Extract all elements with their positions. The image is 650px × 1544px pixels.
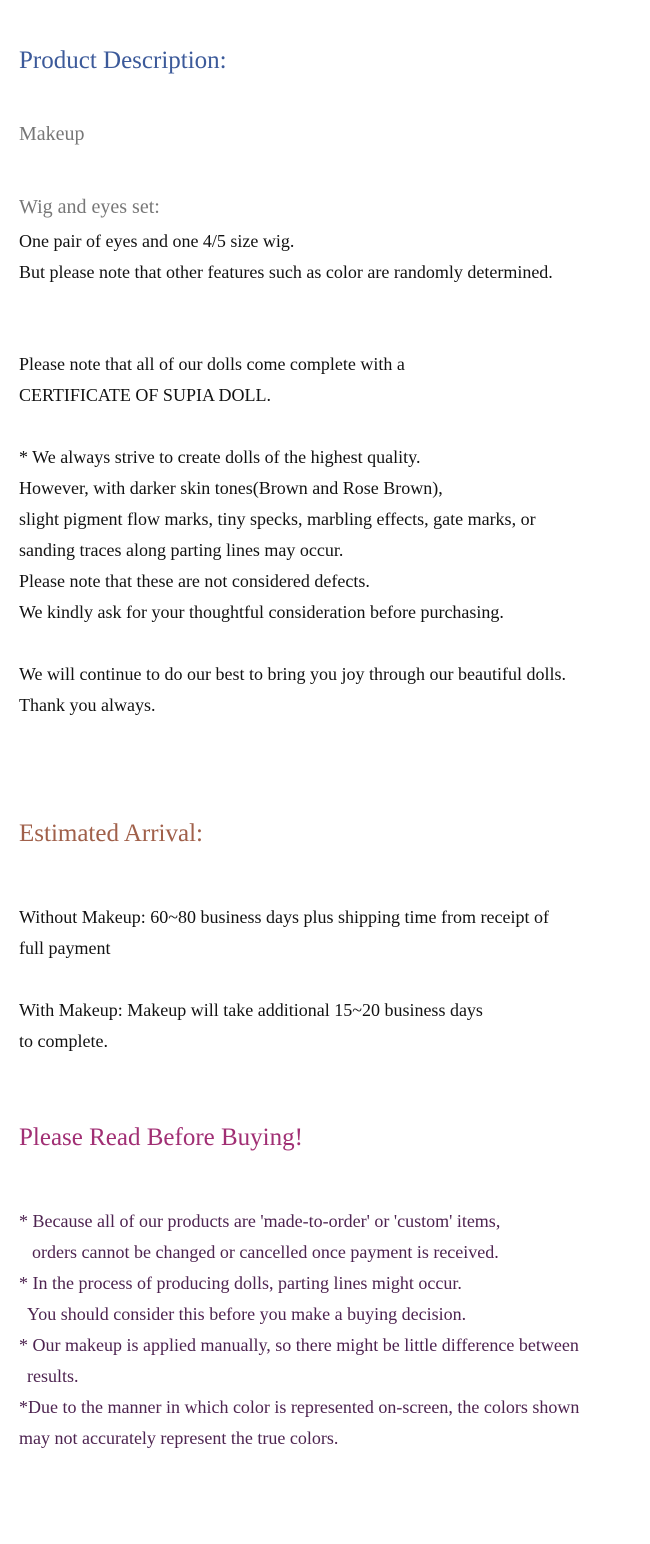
with-makeup-line-2: to complete. [19, 1031, 108, 1051]
notice-line-5: * Our makeup is applied manually, so there might be little difference between [19, 1335, 579, 1355]
wig-line-2: But please note that other features such as color are randomly determined. [19, 262, 553, 282]
buying-notice-list [19, 1206, 579, 1454]
wig-eyes-label: Wig and eyes set: [19, 196, 160, 218]
read-before-buying-heading: Please Read Before Buying! [19, 1124, 303, 1151]
product-description-heading: Product Description: [19, 47, 227, 74]
notice-line-3: * In the process of producing dolls, parting lines might occur. [19, 1273, 462, 1293]
quality-line-4: sanding traces along parting lines may occur. [19, 540, 344, 560]
without-makeup-line-2: full payment [19, 938, 111, 958]
quality-line-5: Please note that these are not considered defects. [19, 571, 370, 591]
notice-line-7: *Due to the manner in which color is represented on-screen, the colors shown [19, 1397, 580, 1417]
notice-line-6: results. [27, 1366, 79, 1386]
certificate-line-1: Please note that all of our dolls come complete with a [19, 354, 405, 374]
wig-eyes-details [19, 226, 553, 288]
quality-line-6: We kindly ask for your thoughtful consideration before purchasing. [19, 602, 504, 622]
without-makeup-note [19, 902, 549, 964]
notice-line-4: You should consider this before you make a buying decision. [27, 1304, 467, 1324]
quality-line-1: * We always strive to create dolls of the highest quality. [19, 447, 421, 467]
closing-line-1: We will continue to do our best to bring you joy through our beautiful dolls. [19, 664, 566, 684]
closing-note [19, 659, 566, 721]
estimated-arrival-heading: Estimated Arrival: [19, 820, 203, 847]
with-makeup-line-1: With Makeup: Makeup will take additional 15~20 business days [19, 1000, 483, 1020]
without-makeup-line-1: Without Makeup: 60~80 business days plus shipping time from receipt of [19, 907, 549, 927]
wig-line-1: One pair of eyes and one 4/5 size wig. [19, 231, 295, 251]
quality-line-3: slight pigment flow marks, tiny specks, marbling effects, gate marks, or [19, 509, 536, 529]
makeup-label: Makeup [19, 123, 85, 145]
certificate-line-2: CERTIFICATE OF SUPIA DOLL. [19, 385, 271, 405]
with-makeup-note [19, 995, 483, 1057]
closing-line-2: Thank you always. [19, 695, 156, 715]
quality-note [19, 442, 536, 628]
notice-line-8: may not accurately represent the true colors. [19, 1428, 339, 1448]
notice-line-1: * Because all of our products are 'made-to-order' or 'custom' items, [19, 1211, 501, 1231]
certificate-note [19, 349, 405, 411]
quality-line-2: However, with darker skin tones(Brown and Rose Brown), [19, 478, 443, 498]
notice-line-2: orders cannot be changed or cancelled once payment is received. [32, 1242, 499, 1262]
